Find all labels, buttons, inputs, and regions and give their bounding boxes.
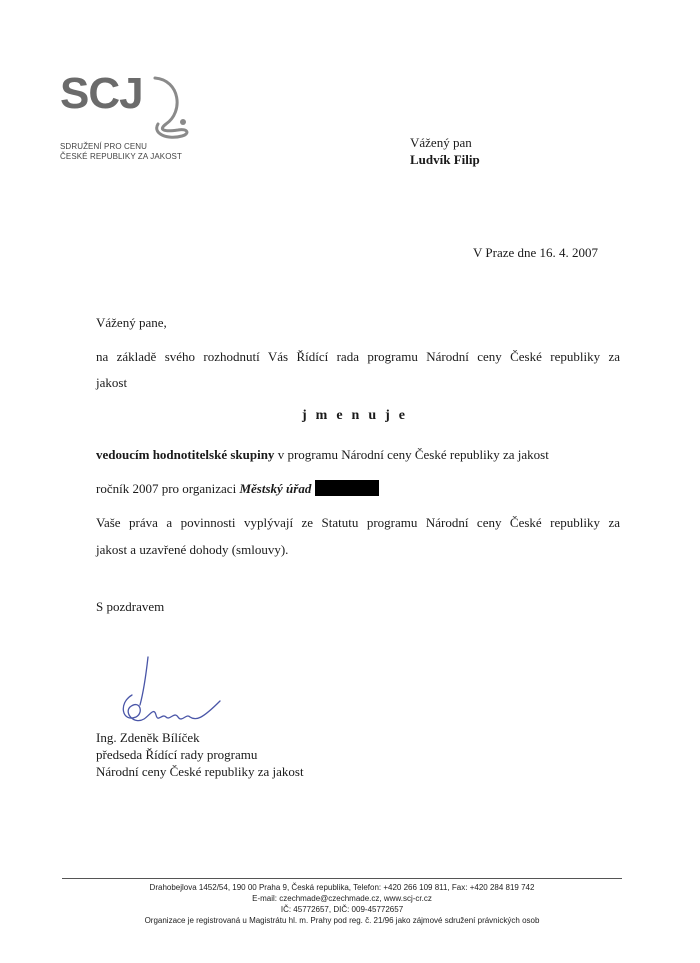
paragraph-1-line-1: na základě svého rozhodnutí Vás Řídící rada programu Národní ceny České republiky za bbox=[96, 349, 620, 364]
footer bbox=[62, 882, 622, 926]
paragraph-1-line-2: jakost bbox=[96, 375, 128, 390]
role-line bbox=[96, 446, 549, 463]
recipient-address bbox=[410, 134, 480, 168]
logo-subtitle-line1: SDRUŽENÍ PRO CENU bbox=[60, 142, 148, 151]
redaction-box bbox=[315, 480, 379, 496]
signatory-block bbox=[96, 729, 304, 780]
signatory-name: Ing. Zdeněk Bílíček bbox=[96, 730, 200, 745]
role-rest: v programu Národní ceny České republiky za jakost bbox=[274, 447, 549, 462]
letter-date: V Praze dne 16. 4. 2007 bbox=[473, 245, 599, 260]
paragraph-3-line-1: Vaše práva a povinnosti vyplývají ze Statutu programu Národní ceny České republiky za bbox=[96, 515, 620, 530]
role-bold: vedoucím hodnotitelské skupiny bbox=[96, 447, 275, 462]
recipient-name: Ludvík Filip bbox=[410, 152, 480, 167]
paragraph-3-line-2: jakost a uzavřené dohody (smlouvy). bbox=[96, 542, 289, 557]
signatory-title-2: Národní ceny České republiky za jakost bbox=[96, 764, 304, 779]
organization-line bbox=[96, 480, 379, 497]
year-text: ročník 2007 pro organizaci bbox=[96, 481, 240, 496]
signatory-title-1: předseda Řídící rady programu bbox=[96, 747, 258, 762]
logo-letters: SCJ bbox=[60, 69, 143, 118]
handwritten-signature bbox=[110, 655, 240, 735]
footer-registration: Organizace je registrovaná u Magistrátu hl. m. Prahy pod reg. č. 21/96 jako zájmové sdružení právnických osob bbox=[144, 916, 540, 925]
footer-address: Drahobejlova 1452/54, 190 00 Praha 9, Česká republika, Telefon: +420 266 109 811, Fax: +420 284 819 742 bbox=[149, 883, 535, 892]
footer-divider bbox=[62, 878, 622, 879]
scj-logo bbox=[60, 69, 200, 167]
logo-subtitle bbox=[60, 142, 182, 162]
logo-subtitle-line2: ČESKÉ REPUBLIKY ZA JAKOST bbox=[60, 152, 182, 161]
footer-contact: E-mail: czechmade@czechmade.cz, www.scj-cr.cz bbox=[252, 894, 432, 903]
recipient-salutation: Vážený pan bbox=[410, 135, 472, 150]
appointment-heading: jmenuje bbox=[302, 408, 414, 423]
closing: S pozdravem bbox=[96, 599, 165, 614]
organization-name: Městský úřad bbox=[239, 481, 312, 496]
greeting: Vážený pane, bbox=[96, 315, 167, 330]
footer-ids: IČ: 45772657, DIČ: 009-45772657 bbox=[280, 905, 404, 914]
